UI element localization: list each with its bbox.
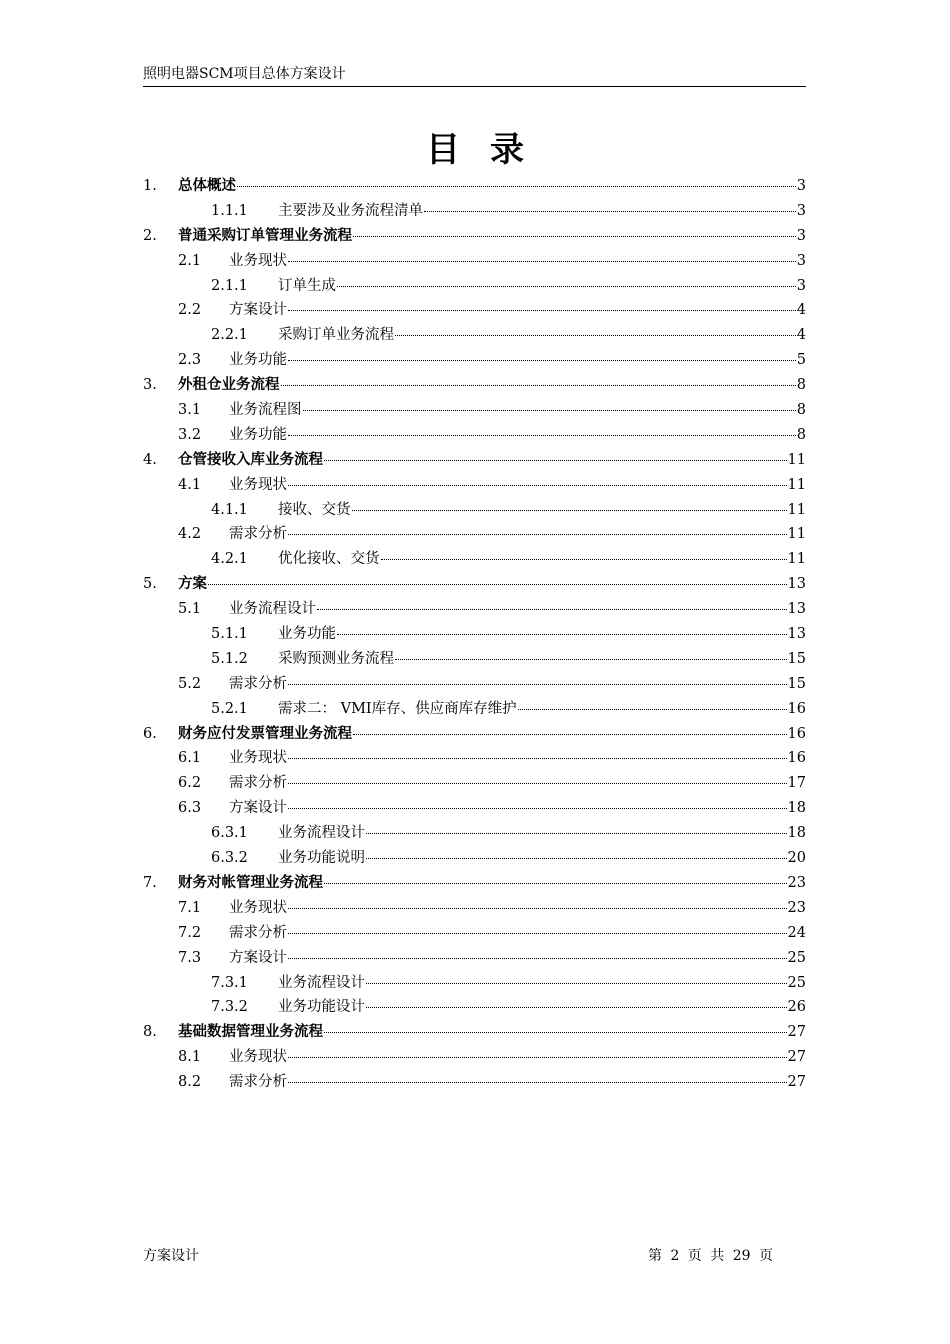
toc-entry-page: 11 [787, 551, 806, 568]
toc-entry-number: 2.1 [178, 252, 202, 269]
toc-entry-page: 13 [787, 626, 806, 643]
toc-entry-page: 11 [787, 526, 806, 543]
toc-entry-label: 普通采购订单管理业务流程 [178, 226, 352, 244]
toc-entry[interactable] [143, 522, 806, 547]
toc-entry-number: 5.2 [178, 675, 202, 692]
toc-entry-page: 25 [787, 974, 806, 991]
toc-entry-label: 业务现状 [229, 252, 287, 269]
toc-entry-label: 业务功能 [278, 626, 336, 643]
toc-entry-number: 4.1.1 [211, 501, 248, 518]
toc-entry[interactable] [143, 448, 806, 473]
toc-entry-page: 11 [787, 476, 806, 493]
toc-entry-page: 8 [796, 377, 806, 394]
toc-entry-label: 总体概述 [178, 177, 236, 194]
toc-entry-number: 2.2.1 [211, 327, 248, 344]
toc-entry-page: 27 [787, 1074, 806, 1091]
toc-dot-leader [518, 709, 787, 710]
toc-entry-page: 16 [787, 725, 806, 742]
footer-left-text: 方案设计 [143, 1248, 199, 1264]
toc-dot-leader [288, 310, 796, 311]
toc-entry-label: 业务流程设计 [229, 601, 316, 618]
toc-entry[interactable] [143, 796, 806, 821]
toc-entry-label: 方案 [178, 575, 207, 593]
toc-entry-label: 需求分析 [229, 675, 287, 692]
toc-dot-leader [288, 485, 787, 486]
toc-entry-page: 17 [787, 775, 806, 792]
toc-entry-number: 7.1 [178, 899, 202, 916]
toc-entry[interactable] [143, 1045, 806, 1070]
toc-entry-page: 23 [787, 899, 806, 916]
toc-entry-page: 27 [787, 1049, 806, 1066]
toc-entry[interactable] [143, 697, 806, 722]
toc-entry-page: 24 [787, 924, 806, 941]
toc-entry[interactable] [143, 423, 806, 448]
toc-entry[interactable] [143, 946, 806, 971]
toc-entry-label: 方案设计 [229, 949, 287, 966]
toc-entry-label: 业务流程设计 [278, 825, 365, 842]
toc-entry-number: 1.1.1 [211, 202, 248, 219]
toc-entry-number: 5. [143, 576, 157, 593]
toc-entry-label: 订单生成 [278, 277, 336, 294]
toc-entry-label: 业务流程图 [229, 402, 302, 419]
toc-dot-leader [288, 684, 787, 685]
toc-entry[interactable] [143, 746, 806, 771]
toc-entry-number: 3. [143, 377, 157, 394]
page-header [143, 64, 806, 87]
toc-entry-page: 13 [787, 576, 806, 593]
toc-dot-leader [324, 883, 787, 884]
toc-dot-leader [352, 510, 787, 511]
toc-entry-page: 26 [787, 999, 806, 1016]
toc-entry-number: 5.1.2 [211, 650, 248, 667]
toc-entry[interactable] [143, 174, 806, 199]
toc-dot-leader [208, 584, 787, 585]
toc-entry-number: 5.2.1 [211, 700, 248, 717]
toc-dot-leader [366, 1007, 787, 1008]
toc-entry-page: 18 [787, 800, 806, 817]
toc-entry-page: 20 [787, 850, 806, 867]
toc-entry-page: 11 [787, 451, 806, 468]
toc-entry[interactable] [143, 722, 806, 747]
toc-entry[interactable] [143, 821, 806, 846]
toc-entry-label: 业务功能设计 [278, 999, 365, 1016]
toc-entry-page: 3 [796, 252, 806, 269]
toc-entry-label: 业务流程设计 [278, 974, 365, 991]
toc-entry-number: 6.2 [178, 775, 202, 792]
toc-entry-label: 主要涉及业务流程清单 [278, 202, 423, 219]
toc-entry-page: 23 [787, 874, 806, 891]
toc-entry-number: 7.3.1 [211, 974, 248, 991]
toc-dot-leader [366, 983, 787, 984]
toc-entry-number: 1. [143, 178, 157, 194]
toc-entry-page: 5 [796, 352, 806, 369]
toc-entry-label: 业务功能 [229, 352, 287, 369]
toc-dot-leader [288, 758, 787, 759]
toc-entry[interactable] [143, 971, 806, 996]
toc-entry[interactable] [143, 771, 806, 796]
toc-entry-number: 8. [143, 1024, 157, 1041]
toc-entry[interactable] [143, 995, 806, 1020]
toc-entry[interactable] [143, 398, 806, 423]
toc-entry[interactable] [143, 498, 806, 523]
toc-dot-leader [288, 783, 787, 784]
toc-dot-leader [288, 435, 796, 436]
toc-entry-page: 3 [796, 202, 806, 219]
toc-entry-label: 需求分析 [229, 1074, 287, 1091]
toc-dot-leader [288, 933, 787, 934]
toc-entry-number: 2.2 [178, 302, 202, 319]
toc-entry-number: 4.2 [178, 526, 202, 543]
toc-entry-page: 16 [787, 750, 806, 767]
toc-dot-leader [395, 659, 787, 660]
toc-entry-number: 8.2 [178, 1074, 202, 1091]
toc-entry-label: 外租仓业务流程 [178, 376, 280, 394]
toc-entry-label: 仓管接收入库业务流程 [178, 450, 323, 468]
toc-entry-label: 财务对帐管理业务流程 [178, 873, 323, 891]
toc-entry-number: 6.3 [178, 800, 202, 817]
toc-entry-label: 方案设计 [229, 302, 287, 319]
toc-entry-page: 8 [796, 402, 806, 419]
toc-dot-leader [288, 908, 787, 909]
toc-entry-label: 需求分析 [229, 924, 287, 941]
toc-entry-label: 采购订单业务流程 [278, 327, 394, 344]
toc-entry[interactable] [143, 896, 806, 921]
toc-entry[interactable] [143, 224, 806, 249]
toc-entry-label: 基础数据管理业务流程 [178, 1023, 323, 1041]
toc-dot-leader [237, 186, 796, 187]
toc-entry[interactable] [143, 921, 806, 946]
toc-dot-leader [324, 460, 787, 461]
toc-entry[interactable] [143, 597, 806, 622]
toc-entry[interactable] [143, 373, 806, 398]
toc-entry[interactable] [143, 274, 806, 299]
toc-dot-leader [381, 559, 787, 560]
toc-entry[interactable] [143, 1020, 806, 1045]
toc-entry-number: 5.1.1 [211, 626, 248, 643]
toc-dot-leader [288, 534, 787, 535]
toc-entry-label: 业务现状 [229, 899, 287, 916]
toc-entry-label: 需求二： VMI库存、供应商库存维护 [278, 700, 517, 717]
toc-dot-leader [324, 1032, 787, 1033]
toc-entry-label: 业务现状 [229, 750, 287, 767]
toc-dot-leader [337, 634, 787, 635]
toc-dot-leader [281, 385, 796, 386]
toc-entry-number: 3.2 [178, 426, 202, 443]
toc-title: 目录 [426, 130, 554, 170]
toc-dot-leader [303, 410, 796, 411]
toc-dot-leader [288, 261, 796, 262]
toc-entry[interactable] [143, 1070, 806, 1095]
toc-entry-number: 4. [143, 451, 157, 468]
toc-entry-label: 需求分析 [229, 526, 287, 543]
toc-entry-number: 6.3.1 [211, 825, 248, 842]
toc-entry-page: 4 [796, 327, 806, 344]
toc-entry-number: 7.3 [178, 949, 202, 966]
toc-entry[interactable] [143, 871, 806, 896]
toc-entry-page: 3 [796, 178, 806, 194]
toc-dot-leader [337, 286, 796, 287]
toc-entry[interactable] [143, 572, 806, 597]
toc-entry-page: 3 [796, 277, 806, 294]
toc-entry-number: 4.2.1 [211, 551, 248, 568]
toc-entry-page: 13 [787, 601, 806, 618]
toc-entry-label: 方案设计 [229, 800, 287, 817]
toc-dot-leader [288, 958, 787, 959]
toc-entry[interactable] [143, 846, 806, 871]
toc-entry[interactable] [143, 199, 806, 224]
toc-dot-leader [288, 808, 787, 809]
toc-entry[interactable] [143, 348, 806, 373]
toc-entry[interactable] [143, 547, 806, 572]
toc-entry[interactable] [143, 672, 806, 697]
header-text: 照明电器SCM项目总体方案设计 [143, 66, 346, 82]
toc-entry-label: 业务功能说明 [278, 850, 365, 867]
toc-entry[interactable] [143, 298, 806, 323]
toc-entry-page: 4 [796, 302, 806, 319]
toc-entry-page: 15 [787, 675, 806, 692]
toc-dot-leader [366, 858, 787, 859]
toc-entry-label: 优化接收、交货 [278, 551, 380, 568]
toc-dot-leader [353, 734, 787, 735]
toc-entry-page: 18 [787, 825, 806, 842]
toc-entry-number: 8.1 [178, 1049, 202, 1066]
toc-entry-number: 2.3 [178, 352, 202, 369]
toc-entry-page: 25 [787, 949, 806, 966]
toc-entry-label: 业务现状 [229, 1049, 287, 1066]
toc-entry-number: 7.2 [178, 924, 202, 941]
toc-entry-label: 采购预测业务流程 [278, 650, 394, 667]
toc-dot-leader [395, 335, 796, 336]
toc-entry-number: 5.1 [178, 601, 202, 618]
toc-entry[interactable] [143, 249, 806, 274]
toc-dot-leader [288, 360, 796, 361]
toc-entry-number: 2. [143, 227, 157, 244]
toc-dot-leader [288, 1057, 787, 1058]
toc-entry-page: 27 [787, 1024, 806, 1041]
toc-entry[interactable] [143, 473, 806, 498]
toc-entry-page: 15 [787, 650, 806, 667]
toc-entry-number: 4.1 [178, 476, 202, 493]
toc-entry-number: 6. [143, 725, 157, 742]
toc-entry-number: 3.1 [178, 402, 202, 419]
toc-entry[interactable] [143, 622, 806, 647]
toc-entry-label: 需求分析 [229, 775, 287, 792]
toc-entry-label: 业务现状 [229, 476, 287, 493]
footer-page-info: 第 2 页 共 29 页 [648, 1248, 773, 1264]
toc-dot-leader [288, 1082, 787, 1083]
toc-entry-label: 业务功能 [229, 426, 287, 443]
toc-entry-number: 6.3.2 [211, 850, 248, 867]
toc-entry[interactable] [143, 647, 806, 672]
toc-entry-page: 16 [787, 700, 806, 717]
toc-entry-page: 11 [787, 501, 806, 518]
toc-entry-page: 8 [796, 426, 806, 443]
toc-entry-number: 2.1.1 [211, 277, 248, 294]
toc-dot-leader [424, 211, 796, 212]
table-of-contents [143, 174, 806, 1095]
toc-entry-page: 3 [796, 227, 806, 244]
toc-dot-leader [353, 236, 796, 237]
toc-entry-number: 7.3.2 [211, 999, 248, 1016]
toc-entry-number: 7. [143, 874, 157, 891]
toc-dot-leader [366, 833, 787, 834]
toc-entry[interactable] [143, 323, 806, 348]
toc-entry-label: 财务应付发票管理业务流程 [178, 724, 352, 742]
toc-dot-leader [317, 609, 787, 610]
toc-entry-label: 接收、交货 [278, 501, 351, 518]
toc-entry-number: 6.1 [178, 750, 202, 767]
